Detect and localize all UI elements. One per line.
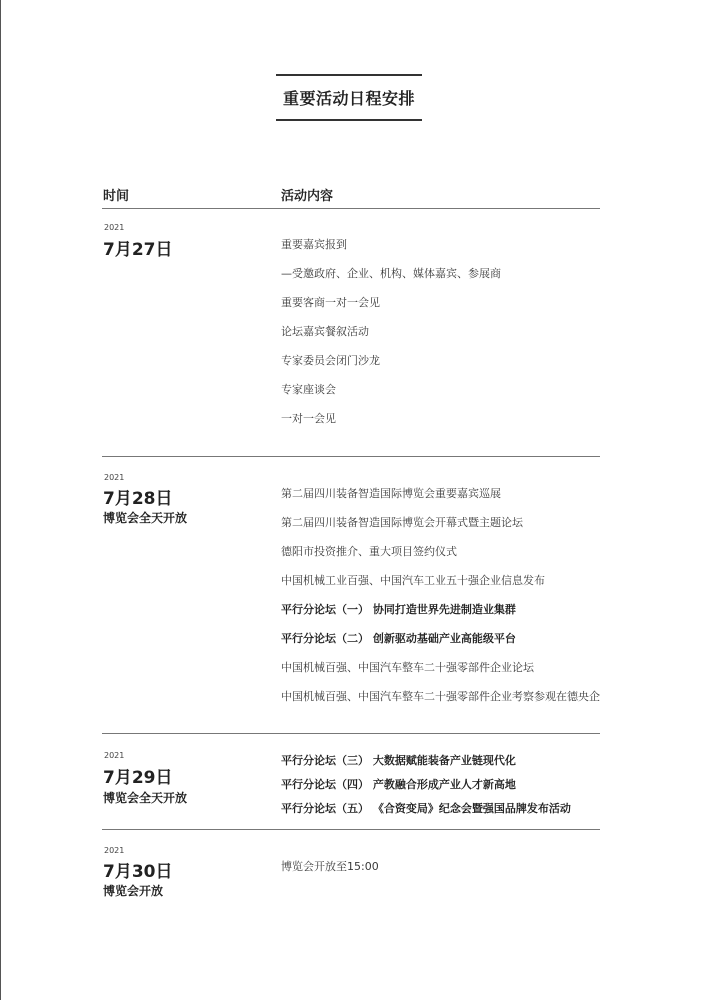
day-2-subtitle: 博览会全天开放 — [103, 511, 188, 525]
day-4-date: 7月30日 — [103, 862, 173, 882]
day-divider-1 — [102, 456, 600, 457]
day-2-item-8: 中国机械百强、中国汽车整车二十强零部件企业考察参观在德央企 — [281, 690, 600, 703]
day-2-date: 7月28日 — [103, 489, 173, 509]
day-divider-2 — [102, 733, 600, 734]
day-2-item-5: 平行分论坛（一） 协同打造世界先进制造业集群 — [281, 603, 516, 616]
day-2-item-1: 第二届四川装备智造国际博览会重要嘉宾巡展 — [281, 487, 501, 500]
header-divider — [102, 208, 600, 209]
day-divider-3 — [102, 829, 600, 830]
day-1-item-1: 重要嘉宾报到 — [281, 238, 347, 251]
day-4-subtitle: 博览会开放 — [103, 884, 164, 898]
day-1-item-2: —受邀政府、企业、机构、媒体嘉宾、参展商 — [281, 267, 501, 280]
day-2-item-2: 第二届四川装备智造国际博览会开幕式暨主题论坛 — [281, 516, 523, 529]
day-4-year: 2021 — [104, 846, 125, 855]
day-2-item-6: 平行分论坛（二） 创新驱动基础产业高能级平台 — [281, 632, 516, 645]
day-1-item-3: 重要客商一对一会见 — [281, 296, 380, 309]
day-3-year: 2021 — [104, 751, 125, 760]
page-edge-line — [0, 0, 1, 1000]
header-time: 时间 — [103, 189, 130, 204]
day-2-item-3: 德阳市投资推介、重大项目签约仪式 — [281, 545, 457, 558]
day-1-date: 7月27日 — [103, 240, 173, 260]
day-1-item-6: 专家座谈会 — [281, 383, 336, 396]
day-2-item-7: 中国机械百强、中国汽车整车二十强零部件企业论坛 — [281, 661, 534, 674]
header-content: 活动内容 — [281, 189, 334, 204]
day-3-item-3: 平行分论坛（五） 《合资变局》纪念会暨强国品牌发布活动 — [281, 802, 571, 815]
day-2-year: 2021 — [104, 473, 125, 482]
day-1-item-4: 论坛嘉宾餐叙活动 — [281, 325, 369, 338]
title-box — [276, 74, 422, 121]
day-3-date: 7月29日 — [103, 768, 173, 788]
day-3-item-1: 平行分论坛（三） 大数据赋能装备产业链现代化 — [281, 754, 516, 767]
day-1-year: 2021 — [104, 223, 125, 232]
page-title: 重要活动日程安排 — [282, 89, 415, 108]
day-3-item-2: 平行分论坛（四） 产教融合形成产业人才新高地 — [281, 778, 516, 791]
day-1-item-7: 一对一会见 — [281, 412, 336, 425]
day-2-item-4: 中国机械工业百强、中国汽车工业五十强企业信息发布 — [281, 574, 545, 587]
day-3-subtitle: 博览会全天开放 — [103, 791, 188, 805]
day-4-item-1: 博览会开放至15:00 — [281, 860, 379, 873]
day-1-item-5: 专家委员会闭门沙龙 — [281, 354, 380, 367]
